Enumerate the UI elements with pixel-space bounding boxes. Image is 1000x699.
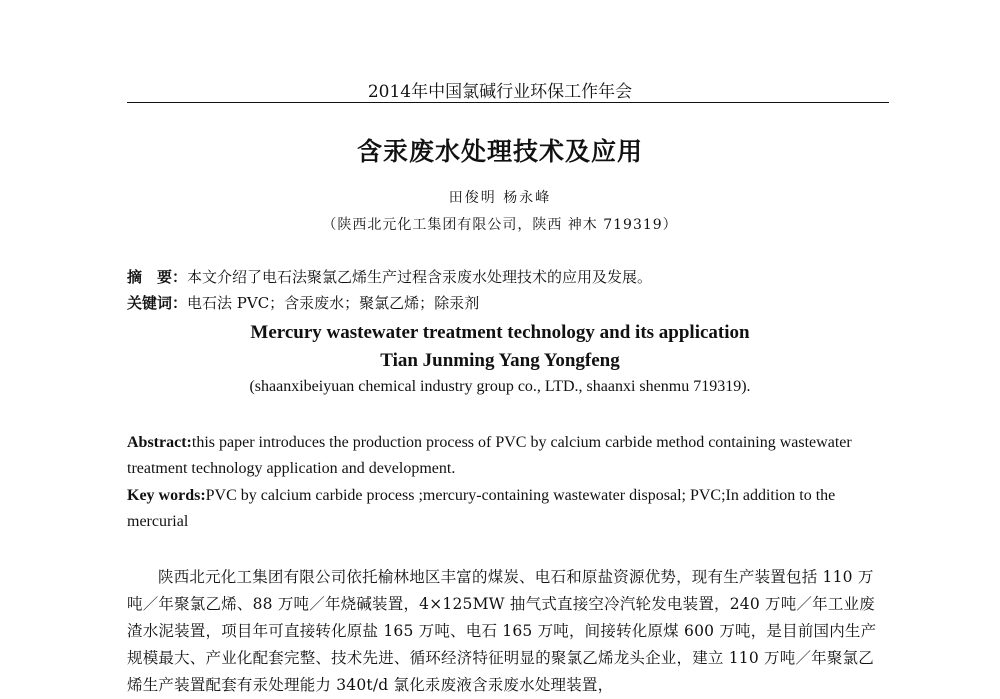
abstract-cn-text: 本文介绍了电石法聚氯乙烯生产过程含汞废水处理技术的应用及发展。 [187,268,653,286]
keywords-en [127,483,892,535]
conference-header: 2014年中国氯碱行业环保工作年会 [367,82,633,102]
keywords-cn-label: 关键词： [127,294,188,312]
abstract-en-label: Abstract: [127,434,192,451]
abstract-cn-label: 摘 要： [127,268,188,286]
keywords-en-label: Key words: [127,487,206,504]
paper-title-cn: 含汞废水处理技术及应用 [356,137,643,166]
header-rule [127,102,889,103]
keywords-cn [127,292,479,313]
abstract-en [127,430,892,482]
abstract-cn [127,266,652,287]
paper-title-en: Mercury wastewater treatment technology and its application [250,322,750,343]
keywords-en-text: PVC by calcium carbide process ;mercury-containing wastewater disposal; PVC;In addition to the mercurial [127,487,836,530]
keywords-cn-text: 电石法 PVC；含汞废水；聚氯乙烯；除汞剂 [187,294,480,312]
abstract-en-text: this paper introduces the production process of PVC by calcium carbide method containing wastewater treatment technology application and development. [127,434,852,477]
authors-cn: 田俊明 杨永峰 [448,190,552,206]
body-paragraph: 陕西北元化工集团有限公司依托榆林地区丰富的煤炭、电石和原盐资源优势，现有生产装置包括 110 万吨／年聚氯乙烯、88 万吨／年烧碱装置，4×125MW 抽气式直接空冷汽轮发电装置，240 万吨／年工业废渣水泥装置，项目年可直接转化原盐 165 万吨、电石 165 万吨，间接转化原煤 600 万吨，是目前国内生产规模最大、产业化配套完整、技术先进、循环经济特征明显的聚氯乙烯龙头企业，建立 110 万吨／年聚氯乙烯生产装置配套有汞处理能力 340t/d 氯化汞废液含汞废水处理装置， [127,568,877,694]
affiliation-cn: （陕西北元化工集团有限公司，陕西 神木 719319） [322,217,678,233]
authors-en: Tian Junming Yang Yongfeng [380,350,620,371]
affiliation-en: (shaanxibeiyuan chemical industry group co., LTD., shaanxi shenmu 719319). [249,378,751,395]
